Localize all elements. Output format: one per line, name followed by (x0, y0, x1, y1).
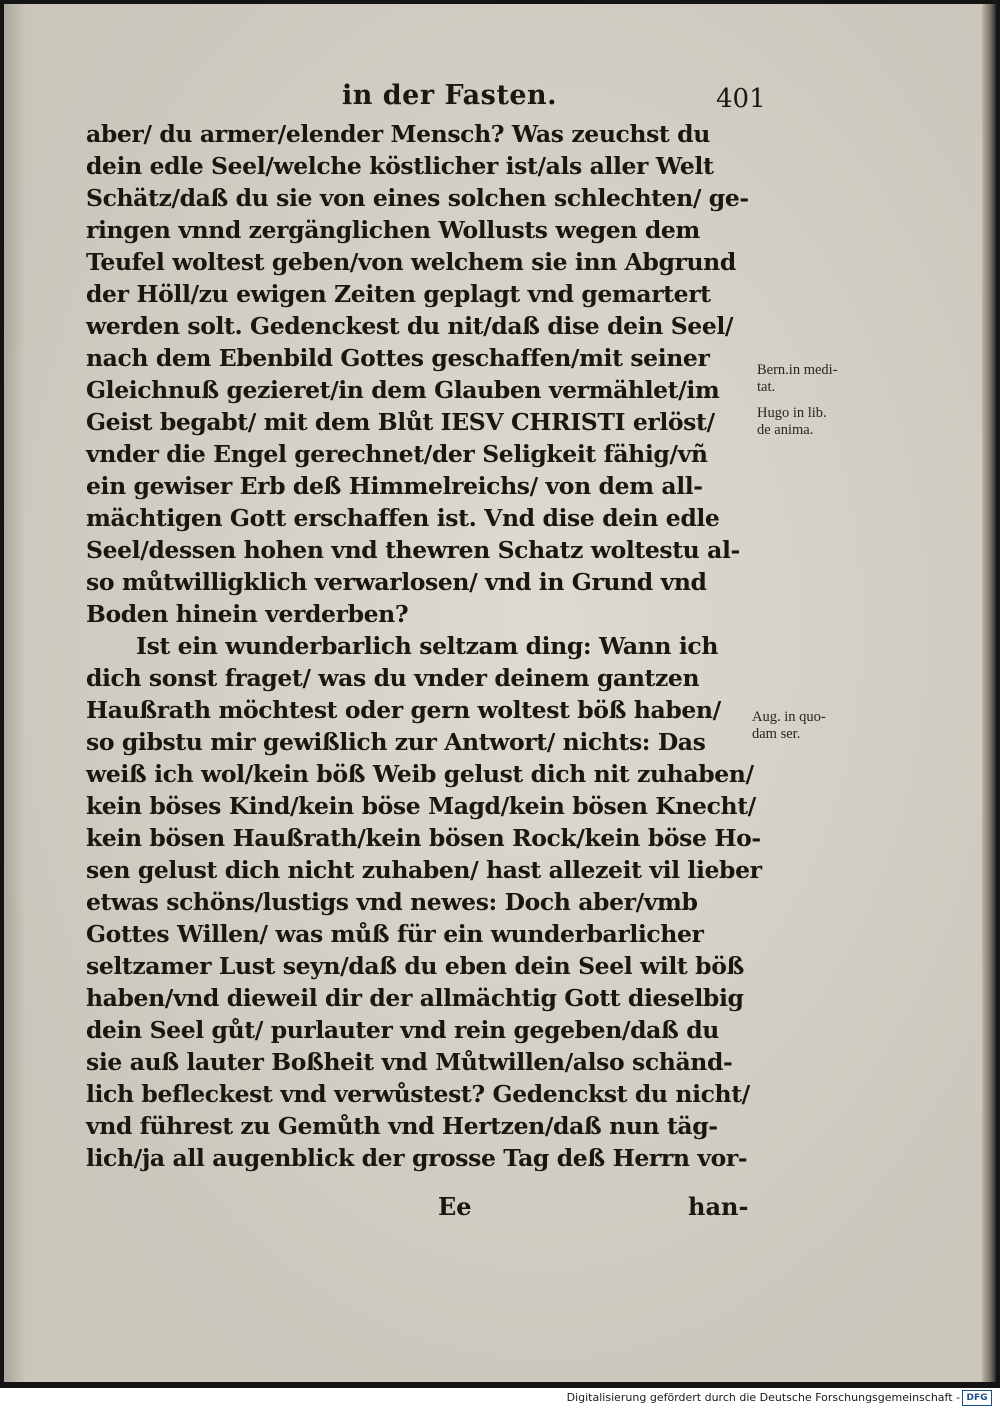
text-line: der Höll/zu ewigen Zeiten geplagt vnd gemartert (86, 280, 711, 308)
text-line: haben/vnd dieweil dir der allmächtig Gott dieselbig (86, 984, 744, 1012)
text-line: dein Seel gůt/ purlauter vnd rein gegeben/daß du (86, 1016, 719, 1044)
margin-note-augustine (752, 709, 826, 743)
catchword: han- (688, 1192, 749, 1221)
text-line: Boden hinein verderben? (86, 600, 409, 628)
text-line: lich befleckest vnd verwůstest? Gedenckst du nicht/ (86, 1080, 750, 1108)
text-line: ringen vnnd zergänglichen Wollusts wegen dem (86, 216, 700, 244)
margin-note-hugo (757, 405, 827, 439)
text-line: aber/ du armer/elender Mensch? Was zeuchst du (86, 120, 710, 148)
body-text (86, 118, 762, 1174)
running-head: in der Fasten. (342, 80, 558, 111)
text-line: Schätz/daß du sie von eines solchen schlechten/ ge- (86, 184, 749, 212)
text-line: mächtigen Gott erschaffen ist. Vnd dise dein edle (86, 504, 720, 532)
text-line: sen gelust dich nicht zuhaben/ hast allezeit vil lieber (86, 856, 762, 884)
dfg-logo: DFG (962, 1390, 992, 1406)
text-line: Gottes Willen/ was můß für ein wunderbarlicher (86, 920, 704, 948)
margin-note-bernard (757, 362, 838, 396)
text-line: kein bösen Haußrath/kein bösen Rock/kein böse Ho- (86, 824, 761, 852)
text-line: Ist ein wunderbarlich seltzam ding: Wann ich (136, 632, 719, 660)
text-line: vnder die Engel gerechnet/der Seligkeit fähig/vñ (86, 440, 708, 468)
text-line: Gleichnuß gezieret/in dem Glauben vermählet/im (86, 376, 720, 404)
text-line: so gibstu mir gewißlich zur Antwort/ nichts: Das (86, 728, 706, 756)
text-line: so můtwilligklich verwarlosen/ vnd in Grund vnd (86, 568, 707, 596)
margin-note-line: dam ser. (752, 726, 801, 742)
text-line: etwas schöns/lustigs vnd newes: Doch aber/vmb (86, 888, 698, 916)
text-line: lich/ja all augenblick der grosse Tag deß Herrn vor- (86, 1144, 748, 1172)
text-line: ein gewiser Erb deß Himmelreichs/ von dem all- (86, 472, 703, 500)
page-edge (982, 4, 996, 1382)
text-line: sie auß lauter Boßheit vnd Můtwillen/also schänd- (86, 1048, 733, 1076)
text-line: kein böses Kind/kein böse Magd/kein bösen Knecht/ (86, 792, 756, 820)
margin-note-line: de anima. (757, 422, 814, 438)
text-line: Teufel woltest geben/von welchem sie inn Abgrund (86, 248, 736, 276)
footer-credit: Digitalisierung gefördert durch die Deutsche Forschungsgemeinschaft - (566, 1391, 960, 1404)
text-line: seltzamer Lust seyn/daß du eben dein Seel wilt böß (86, 952, 744, 980)
margin-note-line: Bern.in medi- (757, 362, 838, 378)
signature-mark: Ee (438, 1192, 472, 1221)
text-line: Seel/dessen hohen vnd thewren Schatz woltestu al- (86, 536, 740, 564)
margin-note-line: tat. (757, 379, 776, 395)
page-number: 401 (716, 84, 766, 114)
margin-note-line: Aug. in quo- (752, 709, 826, 725)
margin-note-line: Hugo in lib. (757, 405, 827, 421)
text-line: vnd führest zu Gemůth vnd Hertzen/daß nun täg- (86, 1112, 718, 1140)
text-line: dich sonst fraget/ was du vnder deinem gantzen (86, 664, 700, 692)
text-line: weiß ich wol/kein böß Weib gelust dich nit zuhaben/ (86, 760, 754, 788)
text-line: nach dem Ebenbild Gottes geschaffen/mit seiner (86, 344, 710, 372)
text-line: werden solt. Gedenckest du nit/daß dise dein Seel/ (86, 312, 734, 340)
text-line: Haußrath möchtest oder gern woltest böß haben/ (86, 696, 721, 724)
text-line: Geist begabt/ mit dem Blůt IESV CHRISTI erlöst/ (86, 408, 715, 436)
text-line: dein edle Seel/welche köstlicher ist/als aller Welt (86, 152, 714, 180)
